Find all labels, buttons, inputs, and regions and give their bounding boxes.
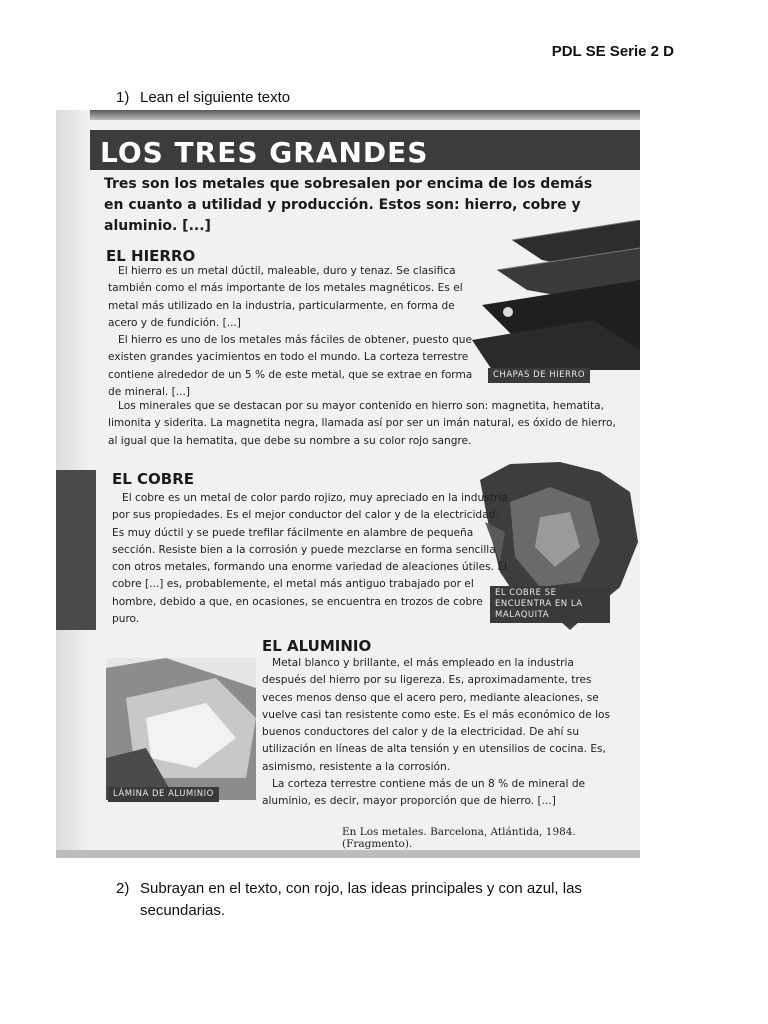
- scanned-article: [56, 110, 640, 858]
- aluminio-paragraph-1: Metal blanco y brillante, el más empleado en la industria después del hierro por su ligereza. Es, aproximadamente, tres veces menos denso que el acero pero, mediante aleaciones, se vuelve casi tan resistente como este. Es el más económico de los buenos conductores del calor y de la electricidad. De ahí su utilización en líneas de alta tensión y en utensilios de cocina. Es, asimismo, resistente a la corrosión.: [262, 657, 611, 773]
- hierro-body: [108, 263, 478, 401]
- instruction-2: [116, 878, 646, 922]
- aluminium-caption: LÁMINA DE ALUMINIO: [108, 787, 219, 802]
- document-header: PDL SE Serie 2 D: [551, 43, 674, 60]
- instruction-number: 2): [116, 880, 130, 897]
- hierro-paragraph-1: El hierro es un metal dúctil, maleable, duro y tenaz. Se clasifica también como el más importante de los metales magnéticos. Es el metal más utilizado en la industria, particularmente, en forma de acero y de fundición. [...]: [108, 265, 463, 329]
- source-citation: En Los metales. Barcelona, Atlántida, 1984. (Fragmento).: [342, 826, 576, 850]
- article-intro: Tres son los metales que sobresalen por encima de los demás en cuanto a utilidad y producción. Estos son: hierro, cobre y aluminio. [...]: [104, 176, 593, 234]
- aluminium-sheet-image: [106, 658, 256, 800]
- hierro-body-2: [108, 398, 628, 450]
- left-margin-photo: [56, 470, 96, 630]
- instruction-text: Subrayan en el texto, con rojo, las ideas principales y con azul, las secundarias.: [140, 880, 582, 919]
- cobre-paragraph-1: El cobre es un metal de color pardo rojizo, muy apreciado en la industria por sus propiedades. Es el mejor conductor del calor y de la electricidad. Es muy dúctil y se puede trefilar fácilmente en alambre de pequeña sección. Resiste bien a la corrosión y puede mezclarse en forma sencilla con otros metales, formando una enorme variedad de aleaciones útiles. El cobre [...] es, probablemente, el metal más antiguo trabajado por el hombre, debido a que, en ocasiones, se encuentra en trozos de cobre puro.: [112, 492, 508, 626]
- cobre-heading: EL COBRE: [112, 470, 195, 488]
- scan-edge-top: [56, 110, 640, 120]
- instruction-text: Lean el siguiente texto: [140, 89, 291, 106]
- cobre-body: [112, 490, 512, 628]
- hierro-paragraph-3: Los minerales que se destacan por su mayor contenido en hierro son: magnetita, hematita, limonita y siderita. La magnetita negra, llamada así por ser un imán natural, es óxido de hierro, al igual que la hematita, que debe su nombre a su color rojo sangre.: [108, 400, 616, 447]
- aluminio-heading: EL ALUMINIO: [262, 637, 372, 655]
- hierro-heading: EL HIERRO: [106, 247, 196, 265]
- hierro-paragraph-2: El hierro es uno de los metales más fáciles de obtener, puesto que existen grandes yacimientos en todo el mundo. La corteza terrestre contiene alrededor de un 5 % de este metal, que se extrae en forma de mineral. [...]: [108, 334, 473, 399]
- iron-plates-image: [472, 220, 640, 370]
- iron-caption: CHAPAS DE HIERRO: [488, 368, 590, 383]
- scan-edge-bottom: [56, 850, 640, 858]
- instruction-number: 1): [116, 89, 130, 106]
- article-title: LOS TRES GRANDES: [100, 136, 429, 169]
- instruction-1: [116, 87, 616, 109]
- aluminio-body: [262, 655, 612, 811]
- copper-caption: EL COBRE SE ENCUENTRA EN LA MALAQUITA: [490, 586, 610, 623]
- aluminio-paragraph-2: La corteza terrestre contiene más de un 8 % de mineral de aluminio, es decir, mayor proporción que de hierro. [...]: [262, 778, 586, 808]
